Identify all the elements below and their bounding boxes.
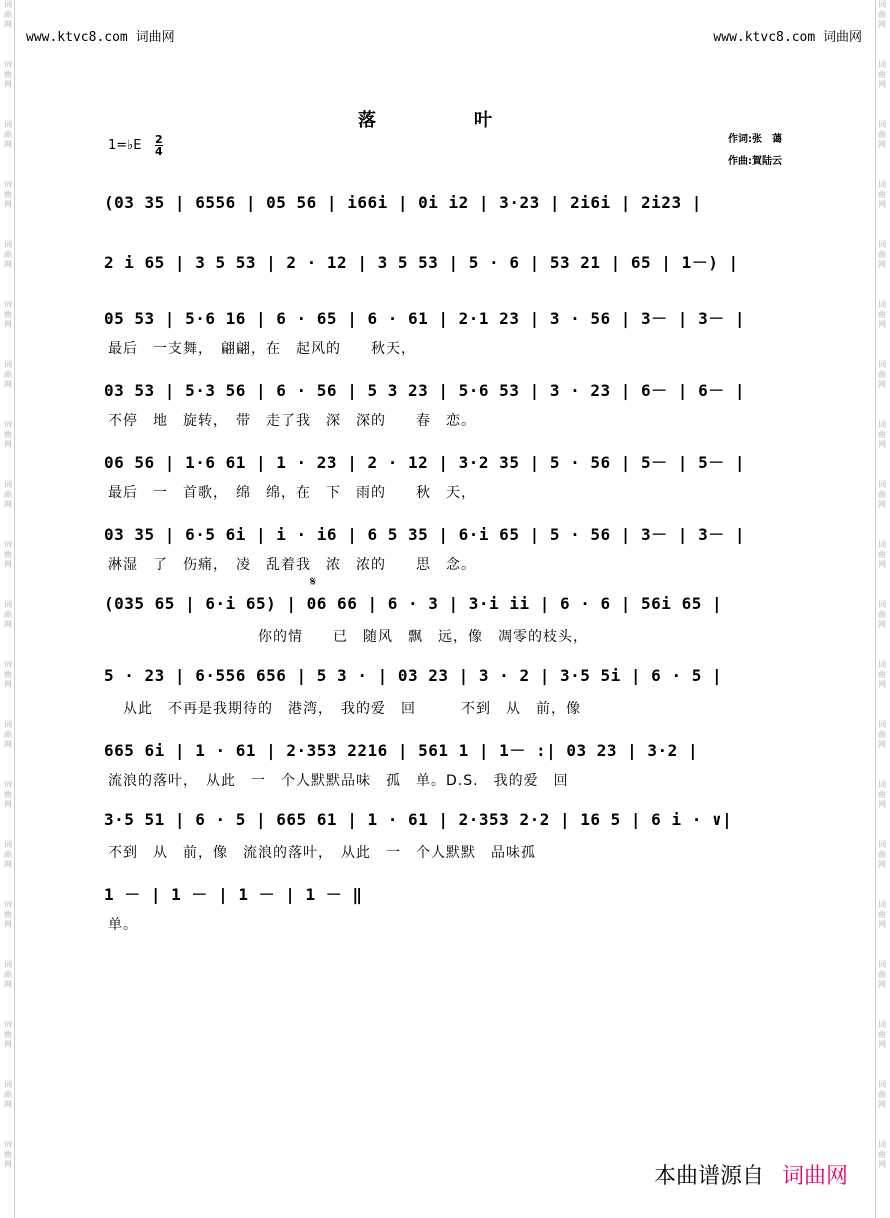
song-title: 落 叶 [358, 110, 532, 131]
watermark-char: 词 [878, 1020, 886, 1029]
watermark-char: 词 [878, 960, 886, 969]
watermark-char: 网 [878, 740, 886, 749]
watermark-char: 曲 [878, 370, 886, 379]
watermark-char: 词 [4, 1140, 12, 1149]
watermark-char: 词 [878, 1140, 886, 1149]
watermark-char: 曲 [878, 1150, 886, 1159]
watermark-char: 网 [4, 320, 12, 329]
score-system-7: (035 65 | 6·i 65) | 06 66 | 6 · 3 | 3·i ii | 6 · 6 | 56i 65 | [104, 594, 723, 613]
watermark-char: 词 [4, 840, 12, 849]
watermark-char: 网 [878, 1100, 886, 1109]
watermark-char: 网 [878, 620, 886, 629]
watermark-char: 曲 [878, 1090, 886, 1099]
watermark-char: 词 [878, 180, 886, 189]
watermark-char: 网 [4, 380, 12, 389]
watermark-char: 词 [4, 300, 12, 309]
watermark-gap [2, 330, 14, 360]
watermark-char: 曲 [878, 790, 886, 799]
watermark-char: 曲 [4, 10, 12, 19]
score-system-11: 1 － | 1 － | 1 － | 1 － ‖ [104, 885, 363, 904]
footer-source-label: 本曲谱源自 [653, 1164, 764, 1189]
watermark-char: 曲 [4, 970, 12, 979]
watermark-char: 网 [4, 200, 12, 209]
watermark-char: 曲 [878, 730, 886, 739]
watermark-char: 词 [878, 780, 886, 789]
right-border [875, 0, 876, 1218]
watermark-char: 网 [878, 1160, 886, 1169]
watermark-gap [2, 450, 14, 480]
watermark-char: 曲 [4, 490, 12, 499]
score-system-4: 03 53 | 5·3 56 | 6 · 56 | 5 3 23 | 5·6 53 | 3 · 23 | 6－ | 6－ | [104, 381, 745, 400]
score-system-10: 3·5 51 | 6 · 5 | 665 61 | 1 · 61 | 2·353 2·2 | 16 5 | 6 i · ∨| [104, 810, 733, 829]
watermark-gap [2, 270, 14, 300]
watermark-char: 词 [878, 1080, 886, 1089]
score-system-3: 05 53 | 5·6 16 | 6 · 65 | 6 · 61 | 2·1 23 | 3 · 56 | 3－ | 3－ | [104, 309, 745, 328]
watermark-gap [876, 510, 888, 540]
watermark-char: 网 [878, 800, 886, 809]
watermark-char: 曲 [4, 730, 12, 739]
left-watermark [2, 0, 14, 1218]
watermark-char: 网 [878, 320, 886, 329]
watermark-char: 曲 [4, 250, 12, 259]
watermark-char: 词 [4, 780, 12, 789]
watermark-char: 词 [878, 240, 886, 249]
watermark-gap [876, 1110, 888, 1140]
watermark-char: 网 [878, 680, 886, 689]
lyrics-line-3: 最后 一支舞， 翩翩，在 起风的 秋天， [108, 341, 416, 357]
watermark-char: 词 [4, 540, 12, 549]
lyrics-line-11: 单。 [108, 917, 138, 933]
watermark-gap [2, 570, 14, 600]
watermark-char: 网 [4, 1160, 12, 1169]
time-signature [155, 134, 163, 157]
watermark-char: 网 [4, 560, 12, 569]
meter-bottom: 4 [155, 145, 163, 158]
watermark-char: 网 [878, 260, 886, 269]
watermark-char: 曲 [878, 10, 886, 19]
watermark-gap [2, 510, 14, 540]
footer-brand-link[interactable]: 词曲网 [781, 1164, 848, 1189]
watermark-char: 曲 [878, 430, 886, 439]
watermark-char: 曲 [4, 430, 12, 439]
watermark-gap [876, 30, 888, 60]
watermark-char: 曲 [878, 670, 886, 679]
watermark-char: 词 [878, 360, 886, 369]
watermark-char: 词 [4, 1020, 12, 1029]
watermark-char: 词 [878, 480, 886, 489]
watermark-char: 网 [878, 920, 886, 929]
watermark-char: 词 [878, 720, 886, 729]
watermark-gap [2, 210, 14, 240]
watermark-char: 网 [878, 200, 886, 209]
watermark-char: 曲 [878, 130, 886, 139]
watermark-char: 词 [878, 0, 886, 9]
watermark-gap [876, 930, 888, 960]
watermark-char: 词 [878, 300, 886, 309]
lyricist-credit: 作词:张 蔼 [728, 134, 782, 145]
watermark-char: 曲 [4, 190, 12, 199]
watermark-char: 词 [4, 480, 12, 489]
watermark-char: 曲 [878, 550, 886, 559]
lyrics-line-8: 从此 不再是我期待的 港湾， 我的爱 回 不到 从 前，像 [108, 701, 581, 717]
watermark-char: 词 [878, 60, 886, 69]
watermark-char: 网 [4, 20, 12, 29]
watermark-gap [876, 210, 888, 240]
watermark-char: 曲 [878, 490, 886, 499]
watermark-char: 曲 [878, 1030, 886, 1039]
watermark-char: 曲 [878, 850, 886, 859]
score-system-1: (03 35 | 6556 | 05 56 | i66i | 0i i2 | 3·23 | 2i6i | 2i23 | [104, 193, 702, 212]
watermark-char: 网 [4, 680, 12, 689]
watermark-char: 词 [4, 180, 12, 189]
watermark-char: 词 [878, 660, 886, 669]
score-system-2: 2 i 65 | 3 5 53 | 2 · 12 | 3 5 53 | 5 · 6 | 53 21 | 65 | 1－) | [104, 253, 739, 272]
watermark-char: 网 [878, 380, 886, 389]
watermark-gap [876, 150, 888, 180]
watermark-gap [2, 150, 14, 180]
lyrics-line-7: 你的情 已 随风 飘 远，像 凋零的枝头， [108, 629, 588, 645]
watermark-char: 网 [4, 80, 12, 89]
watermark-gap [2, 390, 14, 420]
watermark-char: 词 [4, 360, 12, 369]
watermark-gap [2, 1110, 14, 1140]
lyrics-line-5: 最后 一 首歌， 绵 绵，在 下 雨的 秋 天， [108, 485, 476, 501]
watermark-char: 曲 [4, 310, 12, 319]
watermark-char: 词 [878, 420, 886, 429]
score-system-6: 03 35 | 6·5 6i | i · i6 | 6 5 35 | 6·i 65 | 5 · 56 | 3－ | 3－ | [104, 525, 745, 544]
watermark-char: 网 [878, 500, 886, 509]
lyrics-line-4: 不停 地 旋转， 带 走了我 深 深的 春 恋。 [108, 413, 476, 429]
watermark-char: 网 [4, 1100, 12, 1109]
watermark-char: 曲 [4, 910, 12, 919]
watermark-char: 曲 [878, 250, 886, 259]
key-signature: 1=♭E [108, 138, 142, 153]
watermark-gap [2, 810, 14, 840]
watermark-gap [876, 1050, 888, 1080]
lyrics-line-10: 不到 从 前，像 流浪的落叶， 从此 一 个人默默 品味孤 [108, 845, 536, 861]
watermark-char: 曲 [4, 1090, 12, 1099]
watermark-char: 网 [878, 860, 886, 869]
watermark-char: 词 [4, 420, 12, 429]
watermark-gap [876, 690, 888, 720]
score-system-8: 5 · 23 | 6·556 656 | 5 3 · | 03 23 | 3 · 2 | 3·5 5i | 6 · 5 | [104, 666, 723, 685]
watermark-char: 网 [878, 560, 886, 569]
watermark-char: 词 [4, 1080, 12, 1089]
watermark-char: 网 [878, 140, 886, 149]
watermark-char: 词 [4, 120, 12, 129]
site-url-left[interactable]: www.ktvc8.com 词曲网 [26, 30, 175, 45]
watermark-char: 曲 [4, 550, 12, 559]
watermark-char: 词 [4, 720, 12, 729]
watermark-char: 网 [4, 620, 12, 629]
watermark-char: 词 [4, 600, 12, 609]
watermark-char: 曲 [878, 70, 886, 79]
watermark-char: 网 [878, 1040, 886, 1049]
watermark-char: 曲 [878, 310, 886, 319]
footer-source [654, 1159, 848, 1190]
watermark-gap [2, 990, 14, 1020]
watermark-char: 网 [4, 980, 12, 989]
watermark-gap [876, 270, 888, 300]
watermark-char: 网 [4, 920, 12, 929]
watermark-gap [876, 390, 888, 420]
score-system-5: 06 56 | 1·6 61 | 1 · 23 | 2 · 12 | 3·2 35 | 5 · 56 | 5－ | 5－ | [104, 453, 745, 472]
watermark-char: 曲 [4, 1030, 12, 1039]
watermark-char: 词 [4, 0, 12, 9]
watermark-char: 曲 [4, 70, 12, 79]
watermark-gap [2, 1170, 14, 1200]
watermark-char: 网 [4, 260, 12, 269]
watermark-char: 网 [4, 740, 12, 749]
watermark-char: 曲 [4, 610, 12, 619]
watermark-char: 网 [878, 980, 886, 989]
watermark-char: 词 [4, 60, 12, 69]
site-url-right[interactable]: www.ktvc8.com 词曲网 [713, 30, 862, 45]
watermark-gap [2, 690, 14, 720]
watermark-char: 网 [4, 500, 12, 509]
watermark-gap [876, 630, 888, 660]
watermark-char: 曲 [4, 790, 12, 799]
right-watermark [876, 0, 888, 1218]
watermark-char: 曲 [878, 910, 886, 919]
watermark-char: 词 [4, 660, 12, 669]
watermark-gap [2, 870, 14, 900]
watermark-gap [2, 30, 14, 60]
watermark-char: 网 [4, 140, 12, 149]
watermark-gap [876, 750, 888, 780]
watermark-char: 网 [878, 440, 886, 449]
watermark-char: 词 [4, 900, 12, 909]
watermark-char: 词 [878, 840, 886, 849]
watermark-char: 曲 [4, 370, 12, 379]
watermark-char: 曲 [4, 130, 12, 139]
watermark-char: 曲 [4, 1150, 12, 1159]
watermark-char: 词 [878, 900, 886, 909]
watermark-char: 词 [4, 240, 12, 249]
watermark-gap [876, 990, 888, 1020]
watermark-gap [2, 930, 14, 960]
watermark-gap [2, 750, 14, 780]
watermark-gap [876, 870, 888, 900]
watermark-char: 网 [4, 1040, 12, 1049]
segno-mark: 𝄋 [310, 574, 317, 590]
lyrics-line-6: 淋湿 了 伤痛， 凌 乱着我 浓 浓的 思 念。 [108, 557, 476, 573]
watermark-char: 词 [878, 600, 886, 609]
composer-credit: 作曲:賀陆云 [728, 156, 782, 167]
watermark-char: 曲 [878, 970, 886, 979]
watermark-gap [876, 330, 888, 360]
watermark-char: 曲 [878, 610, 886, 619]
watermark-char: 网 [878, 20, 886, 29]
watermark-char: 网 [4, 860, 12, 869]
watermark-char: 网 [4, 800, 12, 809]
watermark-char: 词 [4, 960, 12, 969]
watermark-char: 词 [878, 540, 886, 549]
meter-top: 2 [155, 133, 163, 146]
watermark-char: 网 [4, 440, 12, 449]
lyrics-line-9: 流浪的落叶， 从此 一 个人默默品味 孤 单。D.S. 我的爱 回 [108, 773, 569, 789]
watermark-gap [876, 570, 888, 600]
left-border [14, 0, 15, 1218]
watermark-char: 曲 [4, 850, 12, 859]
watermark-gap [876, 810, 888, 840]
watermark-char: 词 [878, 120, 886, 129]
score-system-9: 665 6i | 1 · 61 | 2·353 2216 | 561 1 | 1－ :| 03 23 | 3·2 | [104, 741, 699, 760]
watermark-char: 曲 [878, 190, 886, 199]
watermark-gap [876, 1170, 888, 1200]
watermark-gap [876, 450, 888, 480]
watermark-gap [2, 630, 14, 660]
watermark-char: 网 [878, 80, 886, 89]
watermark-gap [2, 1050, 14, 1080]
watermark-char: 曲 [4, 670, 12, 679]
